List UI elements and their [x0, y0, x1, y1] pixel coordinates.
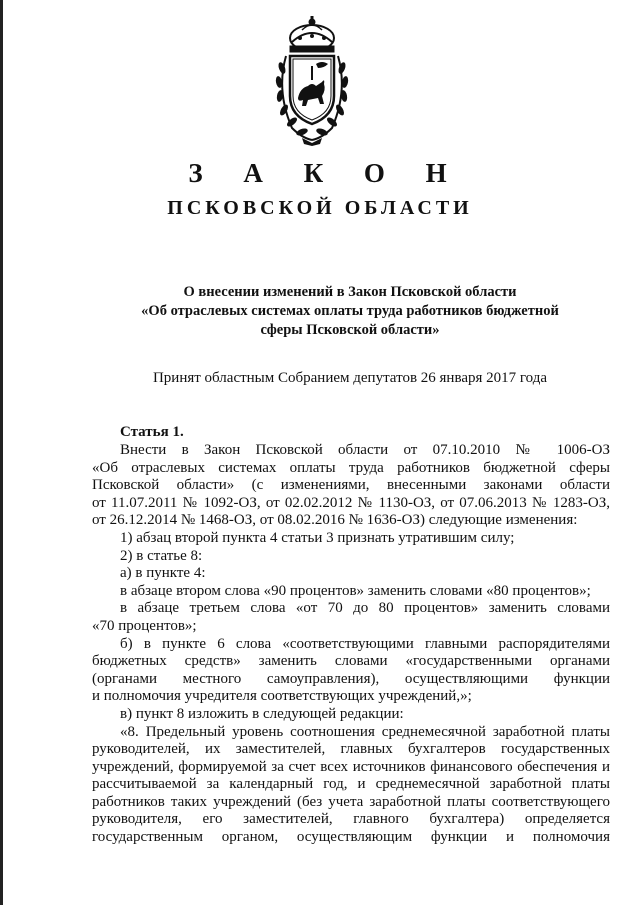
body-line: б) в пункте 6 слова «соответствующими главными распорядителями [120, 635, 610, 652]
pskov-coat-of-arms-icon [262, 16, 362, 146]
subject-line: сферы Псковской области» [260, 322, 440, 338]
page-edge-shadow [0, 0, 3, 905]
law-subject [90, 283, 610, 340]
adoption-statement: Принят областным Собранием депутатов 26 января 2017 года [152, 370, 548, 386]
body-line: бюджетных средств» заменить словами «государственными органами [92, 653, 610, 670]
body-line: (органами местного самоуправления), осуществляющими функции [92, 670, 610, 687]
body-line: «8. Предельный уровень соотношения среднемесячной заработной платы [120, 723, 610, 740]
body-line: от 11.07.2011 № 1092-ОЗ, от 02.02.2012 № 1130-ОЗ, от 07.06.2013 № 1283-ОЗ, [92, 494, 610, 511]
body-line: рассчитываемой за календарный год, и среднемесячной заработной платы [92, 776, 610, 793]
body-line: работников таких учреждений (без учета заработной платы соответствующего [92, 793, 610, 810]
body-line: «Об отраслевых системах оплаты труда работников бюджетной сферы [92, 459, 610, 476]
body-line: 2) в статье 8: [120, 547, 203, 564]
body-line: Внести в Закон Псковской области от 07.10.2010 № 1006-ОЗ [120, 442, 610, 458]
body-line: руководителей, их заместителей, главных бухгалтеров государственных [92, 741, 610, 758]
body-line: 1) абзац второй пункта 4 статьи 3 признать утратившим силу; [120, 529, 515, 546]
body-line: и полномочия учредителя соответствующих учреждений,»; [92, 688, 472, 705]
body-line: руководителя, его заместителей, главного бухгалтера) определяется [92, 811, 610, 828]
subject-line: «Об отраслевых системах оплаты труда работников бюджетной [141, 303, 559, 319]
body-line: государственным органом, осуществляющим функции и полномочия [92, 829, 610, 846]
body-line: в абзаце втором слова «90 процентов» заменить словами «80 процентов»; [120, 582, 591, 599]
body-line: а) в пункте 4: [120, 565, 206, 582]
body-line: в абзаце третьем слова «от 70 до 80 процентов» заменить словами [120, 600, 610, 617]
body-line: в) пункт 8 изложить в следующей редакции: [120, 705, 404, 722]
article-heading: Статья 1. [120, 424, 184, 440]
body-line: Псковской области» (с изменениями, внесенными законами области [92, 477, 610, 494]
body-line: от 26.12.2014 № 1468-ОЗ, от 08.02.2016 № 1636-ОЗ) следующие изменения: [92, 512, 578, 529]
law-title: З А К О Н [188, 158, 464, 188]
body-line: учреждений, формируемой за счет всех источников финансового обеспечения и [92, 758, 610, 775]
region-title: ПСКОВСКОЙ ОБЛАСТИ [167, 197, 473, 219]
body-line: «70 процентов»; [92, 617, 197, 634]
subject-line: О внесении изменений в Закон Псковской области [183, 284, 517, 300]
article-body [92, 442, 610, 847]
